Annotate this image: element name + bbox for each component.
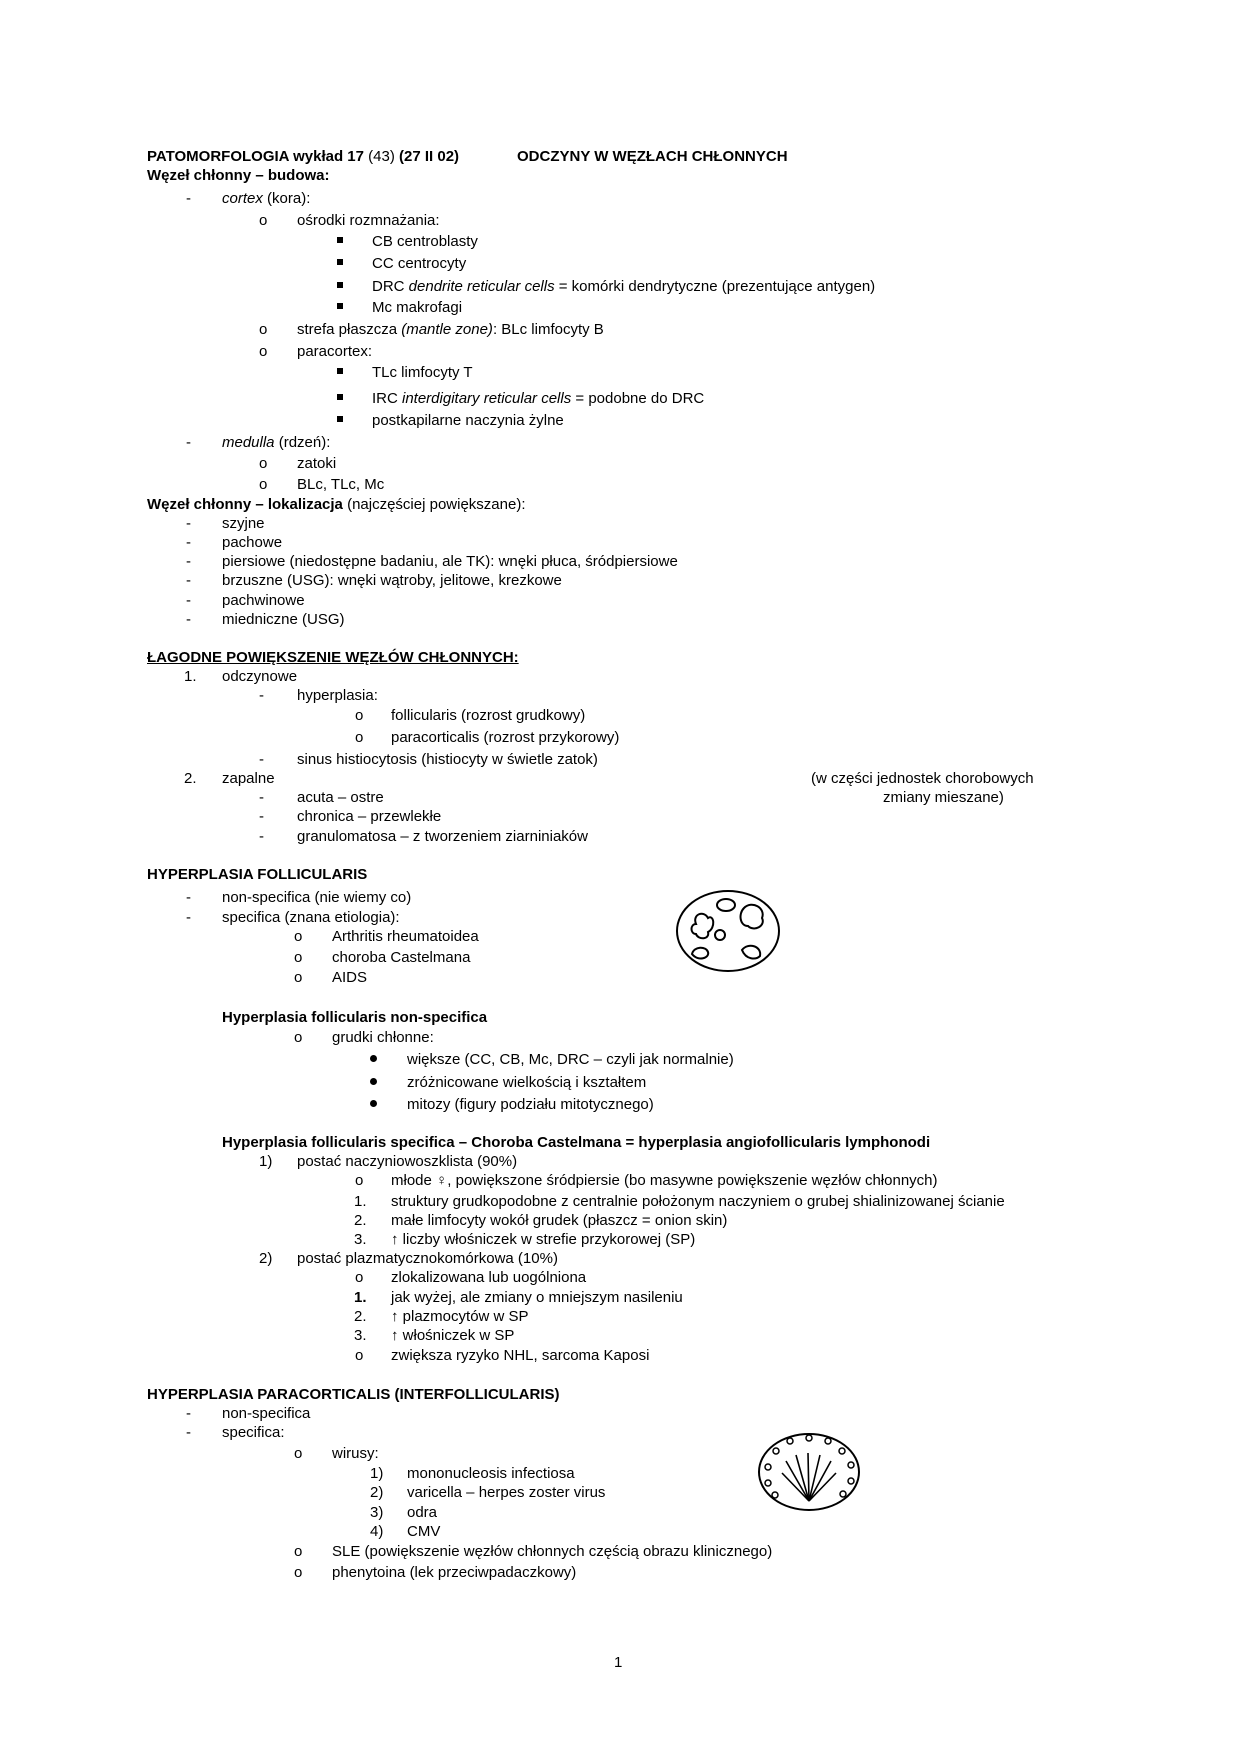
circle-marker: o — [294, 1445, 303, 1462]
list-item-specifica: specifica (znana etiologia): — [222, 909, 400, 926]
dash-marker: - — [186, 1405, 191, 1422]
list-item-zroznicowane: zróżnicowane wielkością i kształtem — [407, 1074, 647, 1091]
list-item-cc: CC centrocyty — [372, 255, 467, 272]
list-number: 2) — [370, 1484, 384, 1501]
list-item-specifica: specifica: — [222, 1424, 285, 1441]
list-item-virus: CMV — [407, 1523, 441, 1540]
square-bullet — [337, 259, 343, 265]
list-item-arthritis: Arthritis rheumatoidea — [332, 928, 479, 945]
paracortical-hyperplasia-sketch — [756, 1431, 862, 1513]
circle-marker: o — [355, 707, 364, 724]
dash-marker: - — [259, 828, 264, 845]
list-item-cb: CB centroblasty — [372, 233, 478, 250]
list-item-lokalizacja: brzuszne (USG): wnęki wątroby, jelitowe, krezkowe — [222, 572, 562, 589]
list-item-grudki: grudki chłonne: — [332, 1029, 434, 1046]
list-number: 1) — [259, 1153, 273, 1170]
dash-marker: - — [259, 751, 264, 768]
dash-marker: - — [186, 553, 191, 570]
list-item-tlc: TLc limfocyty T — [372, 364, 473, 381]
list-item-paracortex: paracortex: — [297, 343, 373, 360]
circle-marker: o — [355, 729, 364, 746]
circle-marker: o — [294, 949, 303, 966]
list-item-wieksze: większe (CC, CB, Mc, DRC – czyli jak normalnie) — [407, 1051, 734, 1068]
circle-marker: o — [355, 1172, 364, 1189]
list-item-irc: IRC interdigitary reticular cells = podobne do DRC — [372, 390, 705, 407]
list-item-non-specifica: non-specifica (nie wiemy co) — [222, 889, 412, 906]
list-item-cortex: cortex (kora): — [222, 190, 311, 207]
dash-marker: - — [186, 515, 191, 532]
circle-marker: o — [259, 343, 268, 360]
list-number: 2. — [354, 1212, 367, 1229]
title-main: PATOMORFOLOGIA wykład 17 — [147, 148, 364, 165]
list-item-struktury: struktury grudkopodobne z centralnie położonym naczyniem o grubej shialinizowanej ścianie — [391, 1193, 1005, 1210]
list-item-phenytoina: phenytoina (lek przeciwpadaczkowy) — [332, 1564, 577, 1581]
list-item-lokalizacja: miedniczne (USG) — [222, 611, 345, 628]
list-item-zatoki: zatoki — [297, 455, 337, 472]
page-title — [147, 148, 459, 166]
circle-marker: o — [294, 1543, 303, 1560]
list-item-granulomatosa: granulomatosa – z tworzeniem ziarniniaków — [297, 828, 588, 845]
section-heading-hyperplasia-follicularis: HYPERPLASIA FOLLICULARIS — [147, 866, 368, 883]
square-bullet — [337, 237, 343, 243]
round-bullet — [370, 1078, 377, 1085]
dash-marker: - — [186, 909, 191, 926]
list-item-jak-wyzej: jak wyżej, ale zmiany o mniejszym nasileniu — [391, 1289, 683, 1306]
title-topic: ODCZYNY W WĘZŁACH CHŁONNYCH — [517, 148, 788, 165]
title-date: (27 II 02) — [399, 148, 460, 165]
dash-marker: - — [186, 534, 191, 551]
dash-marker: - — [186, 611, 191, 628]
list-number: 3. — [354, 1327, 367, 1344]
list-item-castelman: choroba Castelmana — [332, 949, 471, 966]
dash-marker: - — [259, 687, 264, 704]
list-item-lokalizacja: piersiowe (niedostępne badaniu, ale TK): wnęki płuca, śródpiersiowe — [222, 553, 678, 570]
list-item-ryzyko: zwiększa ryzyko NHL, sarcoma Kaposi — [391, 1347, 650, 1364]
list-item-lokalizacja: szyjne — [222, 515, 265, 532]
list-item-mlode: młode ♀, powiększone śródpiersie (bo masywne powiększenie węzłów chłonnych) — [391, 1172, 938, 1189]
dash-marker: - — [186, 190, 191, 207]
list-number: 1) — [370, 1465, 384, 1482]
list-item-postac-plazmatyczna: postać plazmatycznokomórkowa (10%) — [297, 1250, 558, 1267]
square-bullet — [337, 303, 343, 309]
list-item-blc: BLc, TLc, Mc — [297, 476, 385, 493]
square-bullet — [337, 394, 343, 400]
square-bullet — [337, 416, 343, 422]
square-bullet — [337, 282, 343, 288]
dash-marker: - — [186, 1424, 191, 1441]
list-item-osrodki: ośrodki rozmnażania: — [297, 212, 440, 229]
list-item-strefa: strefa płaszcza (mantle zone): BLc limfocyty B — [297, 321, 604, 338]
list-item-odczynowe: odczynowe — [222, 668, 298, 685]
circle-marker: o — [259, 321, 268, 338]
list-number: 1. — [184, 668, 197, 685]
round-bullet — [370, 1100, 377, 1107]
circle-marker: o — [355, 1269, 364, 1286]
dash-marker: - — [186, 889, 191, 906]
list-number: 2. — [354, 1308, 367, 1325]
list-number: 2) — [259, 1250, 273, 1267]
list-item-zlokalizowana: zlokalizowana lub uogólniona — [391, 1269, 587, 1286]
section-heading-lokalizacja: Węzeł chłonny – lokalizacja (najczęściej powiększane): — [147, 496, 526, 513]
list-item-wirusy: wirusy: — [332, 1445, 379, 1462]
list-item-sinus: sinus histiocytosis (histiocyty w świetle zatok) — [297, 751, 598, 768]
circle-marker: o — [259, 455, 268, 472]
subsection-heading-non-specifica: Hyperplasia follicularis non-specifica — [222, 1009, 488, 1026]
side-note-line2: zmiany mieszane) — [883, 789, 1004, 806]
list-number: 1. — [354, 1193, 367, 1210]
list-item-zapalne: zapalne — [222, 770, 275, 787]
list-item-virus: varicella – herpes zoster virus — [407, 1484, 606, 1501]
square-bullet — [337, 368, 343, 374]
list-item-non-specifica: non-specifica — [222, 1405, 311, 1422]
title-lecture-number: (43) — [368, 148, 395, 165]
list-item-lokalizacja: pachwinowe — [222, 592, 305, 609]
list-number: 3) — [370, 1504, 384, 1521]
list-item-plazmocyty: ↑ plazmocytów w SP — [391, 1308, 529, 1325]
circle-marker: o — [259, 476, 268, 493]
list-item-postac-naczyniowoszklista: postać naczyniowoszklista (90%) — [297, 1153, 518, 1170]
list-item-postkapilarne: postkapilarne naczynia żylne — [372, 412, 564, 429]
section-heading-lagodne: ŁAGODNE POWIĘKSZENIE WĘZŁÓW CHŁONNYCH: — [147, 649, 519, 666]
side-note-line1: (w części jednostek chorobowych — [811, 770, 1034, 787]
list-item-paracorticalis: paracorticalis (rozrost przykorowy) — [391, 729, 620, 746]
section-heading-hyperplasia-paracorticalis: HYPERPLASIA PARACORTICALIS (INTERFOLLICULARIS) — [147, 1386, 560, 1403]
circle-marker: o — [355, 1347, 364, 1364]
list-item-virus: mononucleosis infectiosa — [407, 1465, 575, 1482]
list-item-drc: DRC dendrite reticular cells = komórki dendrytyczne (prezentujące antygen) — [372, 278, 876, 295]
list-number: 2. — [184, 770, 197, 787]
list-item-acuta: acuta – ostre — [297, 789, 384, 806]
round-bullet — [370, 1055, 377, 1062]
section-heading-budowa: Węzeł chłonny – budowa: — [147, 167, 330, 184]
list-item-chronica: chronica – przewlekłe — [297, 808, 442, 825]
page-number: 1 — [614, 1654, 623, 1671]
list-item-virus: odra — [407, 1504, 438, 1521]
list-item-lokalizacja: pachowe — [222, 534, 283, 551]
list-item-aids: AIDS — [332, 969, 368, 986]
list-number: 1. — [354, 1289, 367, 1306]
list-item-wlosniczki-sp: ↑ włośniczek w SP — [391, 1327, 515, 1344]
list-item-wlosniczki: ↑ liczby włośniczek w strefie przykorowej (SP) — [391, 1231, 696, 1248]
circle-marker: o — [294, 969, 303, 986]
dash-marker: - — [259, 808, 264, 825]
dash-marker: - — [186, 572, 191, 589]
list-item-mc: Mc makrofagi — [372, 299, 463, 316]
circle-marker: o — [294, 928, 303, 945]
follicular-hyperplasia-sketch — [672, 888, 784, 974]
list-number: 3. — [354, 1231, 367, 1248]
circle-marker: o — [294, 1564, 303, 1581]
list-item-follicularis: follicularis (rozrost grudkowy) — [391, 707, 586, 724]
dash-marker: - — [186, 592, 191, 609]
list-item-mitozy: mitozy (figury podziału mitotycznego) — [407, 1096, 654, 1113]
subsection-heading-castelman: Hyperplasia follicularis specifica – Choroba Castelmana = hyperplasia angiofollicularis lymphonodi — [222, 1134, 931, 1151]
list-item-male-limfocyty: małe limfocyty wokół grudek (płaszcz = onion skin) — [391, 1212, 728, 1229]
circle-marker: o — [259, 212, 268, 229]
dash-marker: - — [186, 434, 191, 451]
list-number: 4) — [370, 1523, 384, 1540]
circle-marker: o — [294, 1029, 303, 1046]
list-item-medulla: medulla (rdzeń): — [222, 434, 331, 451]
list-item-sle: SLE (powiększenie węzłów chłonnych częścią obrazu klinicznego) — [332, 1543, 773, 1560]
dash-marker: - — [259, 789, 264, 806]
list-item-hyperplasia: hyperplasia: — [297, 687, 378, 704]
